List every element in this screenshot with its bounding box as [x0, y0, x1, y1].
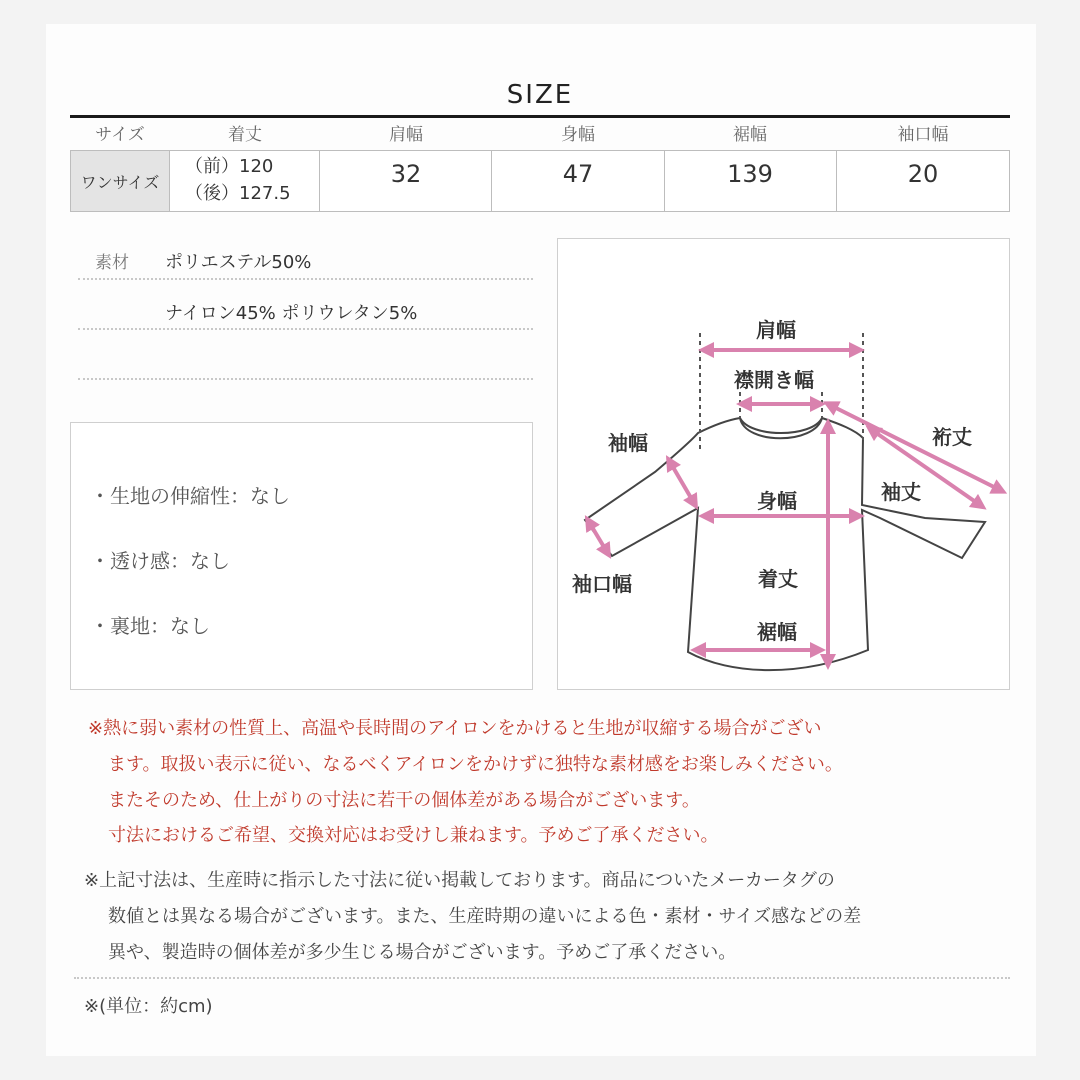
header-length: 着丈: [228, 125, 262, 145]
diagram-label-length: 着丈: [758, 567, 798, 591]
cuff-width-value: 20: [907, 160, 939, 188]
dotted-divider: [78, 378, 533, 380]
hem-width-value: 139: [727, 160, 773, 188]
shoulder-value: 32: [390, 160, 422, 188]
title-rule: [70, 115, 1010, 118]
note-gray-line: ※上記寸法は、生産時に指示した寸法に従い掲載しております。商品についたメーカータグの: [84, 870, 835, 891]
material-line-2: ナイロン45% ポリウレタン5%: [165, 303, 418, 324]
header-hem-width: 裾幅: [733, 125, 767, 145]
lining-property: ・裏地：なし: [90, 614, 210, 638]
note-red-line: 寸法におけるご希望、交換対応はお受けし兼ねます。予めご了承ください。: [108, 825, 719, 846]
length-front: （前）120: [185, 156, 274, 177]
note-gray-line: 数値とは異なる場合がございます。また、生産時期の違いによる色・素材・サイズ感などの差: [108, 906, 862, 927]
note-red-line: ます。取扱い表示に従い、なるべくアイロンをかけずに独特な素材感をお楽しみください。: [108, 754, 843, 775]
length-back: （後）127.5: [185, 183, 291, 204]
diagram-label-body-width: 身幅: [757, 489, 797, 513]
unit-note: ※(単位：約cm): [84, 996, 213, 1017]
header-body-width: 身幅: [561, 125, 595, 145]
diagram-label-shoulder: 肩幅: [756, 318, 796, 342]
header-size: サイズ: [95, 125, 145, 145]
diagram-label-sleeve-width: 袖幅: [608, 431, 648, 455]
dotted-divider: [78, 278, 533, 280]
diagram-label-sleeve-length: 袖丈: [881, 480, 921, 504]
note-red-line: ※熱に弱い素材の性質上、高温や長時間のアイロンをかけると生地が収縮する場合がござい: [88, 718, 822, 739]
diagram-label-neck: 襟開き幅: [734, 368, 814, 392]
sleeve-width-arrow: [670, 462, 694, 503]
note-gray-line: 異や、製造時の個体差が多少生じる場合がございます。予めご了承ください。: [108, 942, 737, 963]
diagram-label-hem: 裾幅: [757, 620, 797, 644]
sheer-property: ・透け感：なし: [90, 549, 230, 573]
dotted-divider: [74, 977, 1010, 979]
material-line-1: ポリエステル50%: [165, 252, 312, 273]
dotted-divider: [78, 328, 533, 330]
material-label: 素材: [95, 253, 129, 273]
diagram-label-cuff: 袖口幅: [572, 572, 632, 596]
header-cuff-width: 袖口幅: [897, 125, 949, 145]
note-red-line: またそのため、仕上がりの寸法に若干の個体差がある場合がございます。: [108, 790, 700, 811]
length-value: [185, 153, 291, 207]
cuff-arrow: [589, 522, 607, 552]
body-width-value: 47: [562, 160, 594, 188]
stretch-property: ・生地の伸縮性：なし: [90, 484, 290, 508]
size-name: ワンサイズ: [70, 150, 170, 212]
diagram-label-yuki: 裄丈: [932, 425, 972, 449]
page-title: SIZE: [506, 80, 574, 110]
header-shoulder: 肩幅: [389, 125, 423, 145]
